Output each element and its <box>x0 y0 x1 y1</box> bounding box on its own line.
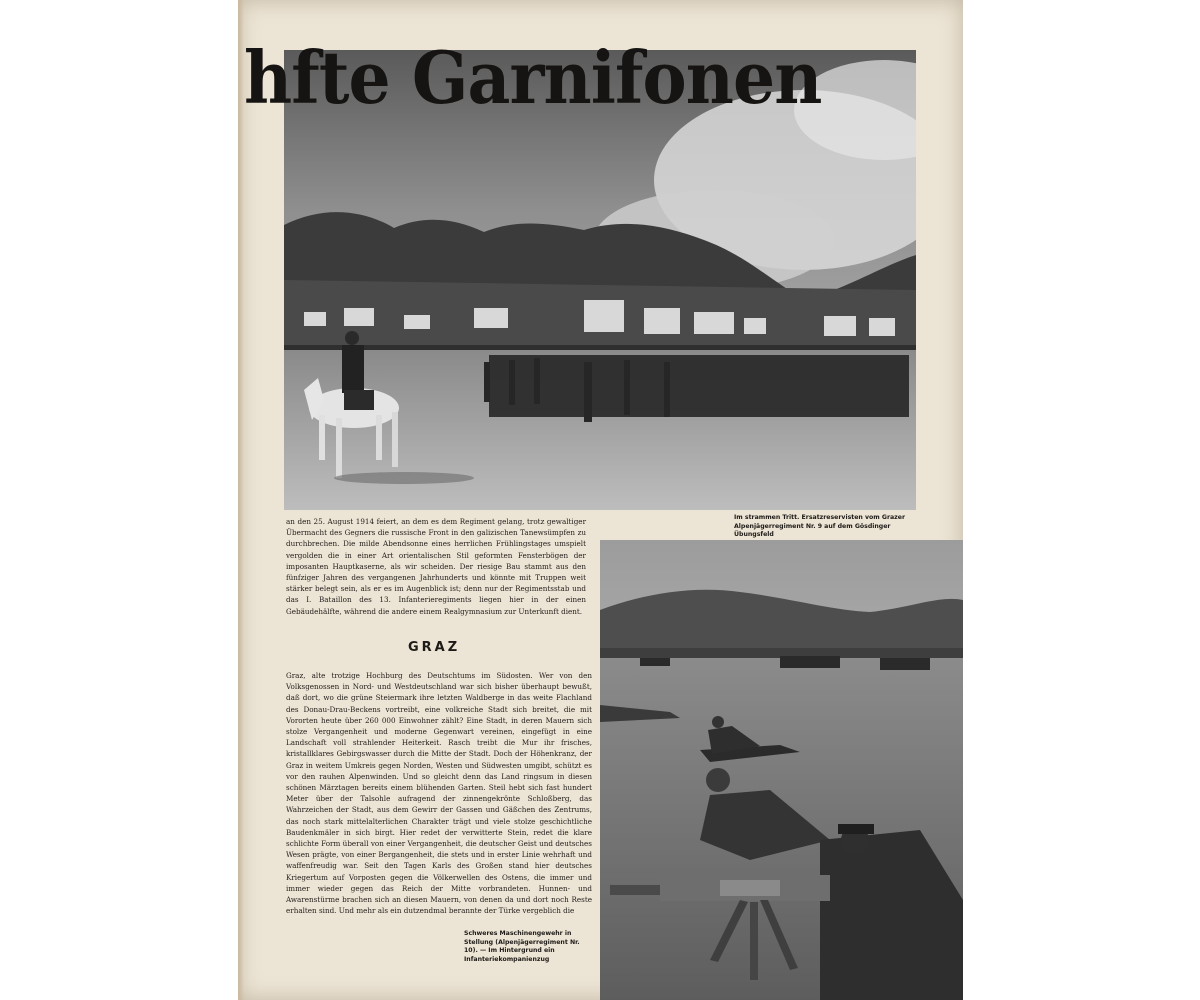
machine-gun-photo <box>600 540 963 1000</box>
parade-photo-caption: Im strammen Tritt. Ersatzreservisten vom Grazer Alpenjägerregiment Nr. 9 auf dem Gösdinger Übungsfeld <box>734 514 906 539</box>
article-headline: hfte Garnifonen <box>244 35 822 120</box>
section-heading-graz: GRAZ <box>408 640 461 655</box>
intro-paragraph: an den 25. August 1914 feiert, an dem es dem Regiment gelang, trotz gewaltiger Übermacht des Gegners die russische Front in den galizischen Tanewsümpfen zu durchbrechen. Die milde Abendsonne eines herrlichen Frühlingstages umspielt vergolden die in einer Art orientalischen Stil geformten Fensterbögen der imposanten Hauptkaserne, als wir scheiden. Der riesige Bau stammt aus den fünfziger Jahren des vergangenen Jahrhunderts und könnte mit Truppen weit stärker belegt sein, als er es im Augenblick ist; denn nur der Regimentsstab und das I. Bataillon des 13. Infanterieregiments liegen hier in der einen Gebäudehälfte, während die andere einem Realgymnasium zur Unterkunft dient. <box>286 517 586 616</box>
graz-paragraph: Graz, alte trotzige Hochburg des Deutschtums im Südosten. Wer von den Volksgenossen in Nord- und Westdeutschland war sich bisher überhaupt bewußt, daß dort, wo die grüne Steiermark ihre letzten Waldberge in das weite Flachland des Donau-Drau-Beckens vortreibt, eine volkreiche Stadt sich breitet, die mit Vororten heute über 260 000 Einwohner zählt? Eine Stadt, in deren Mauern sich stolze Vergangenheit und moderne Gegenwart vereinen, eingefügt in eine Landschaft voll strahlender Heiterkeit. Rasch treibt die Mur ihr frisches, kristallklares Gebirgswasser durch die Mitte der Stadt. Doch der Höhenkranz, der Graz in weitem Umkreis gegen Norden, Westen und Südwesten umgibt, schützt es vor den rauhen Alpenwinden. Und so gleicht denn das Land ringsum in diesen schönen Märztagen bereits einem blühenden Garten. Steil hebt sich fast hundert Meter über der Talsohle aufragend der zinnengekrönte Schloßberg, das Wahrzeichen der Stadt, aus dem Gewirr der Gassen und Gäßchen des Zentrums, das noch stark mittelalterlichen Charakter trägt und viele stolze geschichtliche Baudenkmäler in sich birgt. Hier redet der verwitterte Stein, redet die klare schlichte Form überall von einer Vergangenheit, die deutscher Geist und deutsches Wesen prägte, von einer Bergangenheit, die stets und in erster Linie wehrhaft und waffenfreudig war. Seit den Tagen Karls des Großen stand hier deutsches Kriegertum auf Vorposten gegen die Völkerwellen des Ostens, die immer und immer wieder gegen das Reich der Mitte vorbrandeten. Hunnen- und Awarenstürme brachen sich an diesen Mauern, von denen da und dort noch Reste erhalten sind. Und mehr als ein dutzendmal berannte der Türke vergeblich die <box>286 671 592 916</box>
machine-gun-photo-caption: Schweres Maschinengewehr in Stellung (Alpenjägerregiment Nr. 10). — Im Hintergrund ein Infanteriekompanienzug <box>464 930 580 963</box>
magazine-page <box>238 0 963 1000</box>
